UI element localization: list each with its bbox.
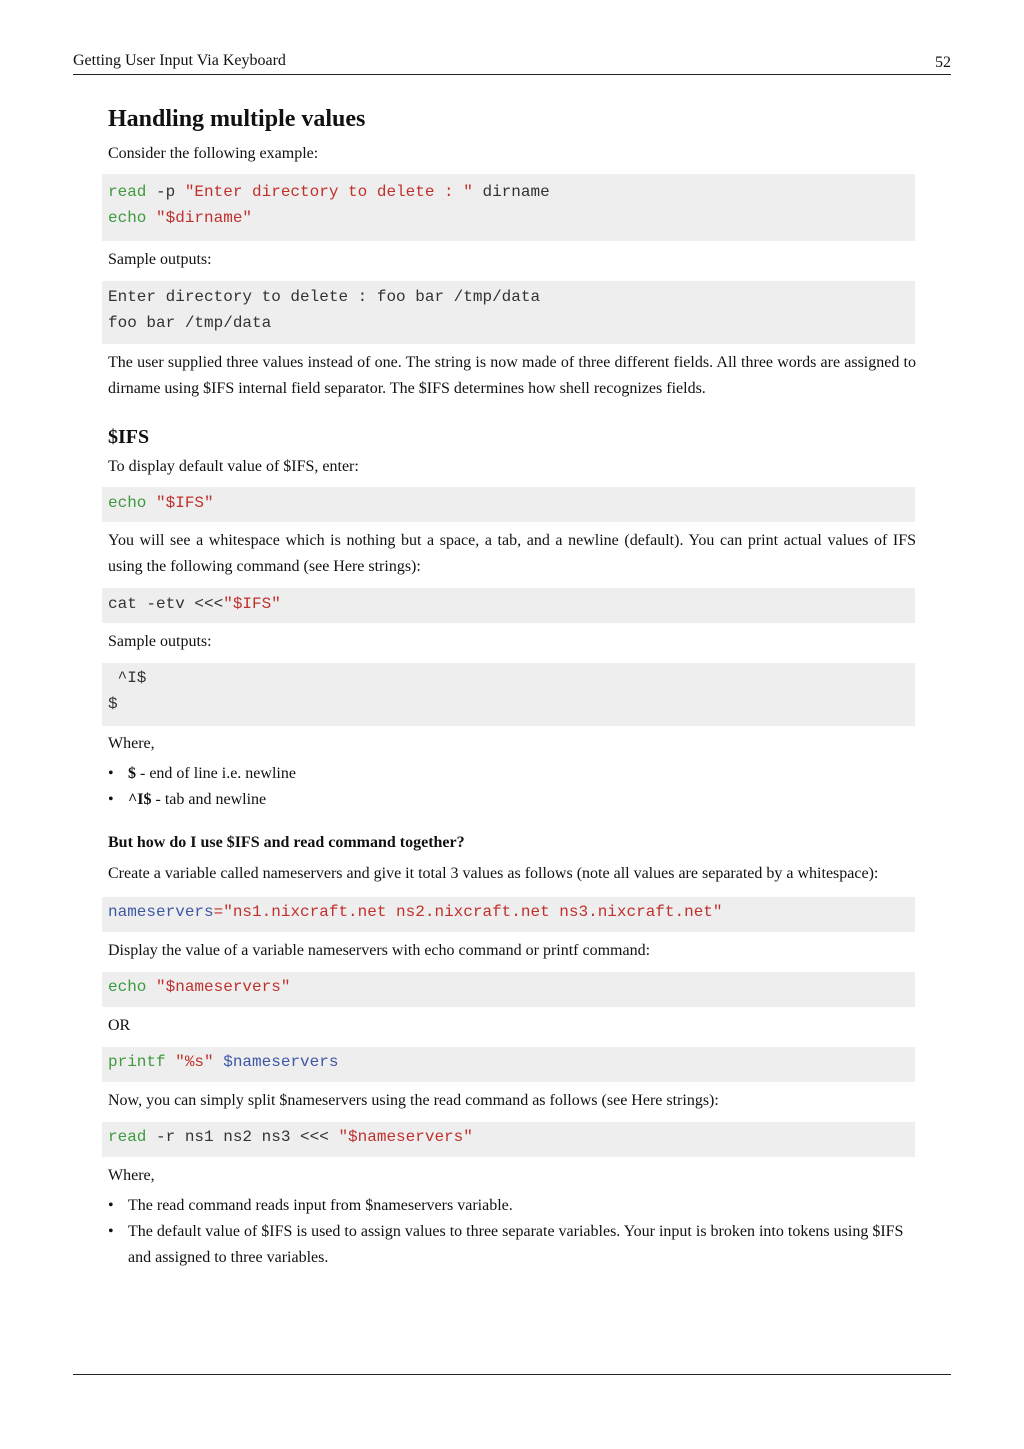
where-label-2: Where, — [108, 1167, 155, 1184]
code-block-nameservers-assign: nameservers="ns1.nixcraft.net ns2.nixcraft.net ns3.nixcraft.net" — [102, 897, 915, 932]
code-block-sample-output: Enter directory to delete : foo bar /tmp/data foo bar /tmp/data — [102, 281, 915, 344]
code-block-printf-nameservers: printf "%s" $nameservers — [102, 1047, 915, 1082]
list-item: • ^I$ - tab and newline — [108, 787, 916, 813]
display-value-paragraph: Display the value of a variable nameservers with echo command or printf command: — [108, 942, 651, 959]
list-item: • $ - end of line i.e. newline — [108, 761, 916, 787]
whitespace-paragraph: You will see a whitespace which is nothing but a space, a tab, and a newline (default). You can print actual values of IFS using the following command (see Here strings): — [108, 532, 916, 575]
sample-outputs-label: Sample outputs: — [108, 251, 212, 268]
page-content — [108, 100, 916, 1271]
code-block-read-example: read -p "Enter directory to delete : " dirname echo "$dirname" — [102, 174, 915, 241]
running-title: Getting User Input Via Keyboard — [73, 52, 286, 69]
list-item: • The default value of $IFS is used to assign values to three separate variables. Your input is broken into tokens using $IFS and assigned to three variables. — [108, 1219, 916, 1271]
code-block-read-split: read -r ns1 ns2 ns3 <<< "$nameservers" — [102, 1122, 915, 1157]
intro-text: Consider the following example: — [108, 145, 319, 162]
code-block-echo-nameservers: echo "$nameservers" — [102, 972, 915, 1007]
read-explanation-list — [108, 1193, 916, 1271]
fields-paragraph: The user supplied three values instead of one. The string is now made of three different fields. All three words are assigned to dirname using $IFS internal field separator. The $IFS determines how shell recognizes fields. — [108, 354, 916, 397]
split-paragraph: Now, you can simply split $nameservers using the read command as follows (see Here strings): — [108, 1092, 719, 1109]
ifs-intro-text: To display default value of $IFS, enter: — [108, 458, 359, 475]
subsection-heading-ifs-read: But how do I use $IFS and read command together? — [108, 834, 465, 851]
where-label: Where, — [108, 735, 155, 752]
page-header — [73, 52, 951, 75]
footer-rule — [73, 1374, 951, 1375]
section-heading-multiple-values: Handling multiple values — [108, 106, 366, 132]
code-block-echo-ifs: echo "$IFS" — [102, 487, 915, 522]
list-item: • The read command reads input from $nameservers variable. — [108, 1193, 916, 1219]
ifs-symbol-list — [108, 761, 916, 813]
sample-outputs-label-2: Sample outputs: — [108, 633, 212, 650]
page-number: 52 — [935, 54, 951, 71]
create-variable-paragraph: Create a variable called nameservers and give it total 3 values as follows (note all values are separated by a whitespace): — [108, 865, 879, 882]
or-label: OR — [108, 1017, 131, 1034]
section-heading-ifs: $IFS — [108, 426, 150, 448]
code-block-ifs-output: ^I$ $ — [102, 663, 915, 726]
code-block-cat-ifs: cat -etv <<<"$IFS" — [102, 588, 915, 623]
